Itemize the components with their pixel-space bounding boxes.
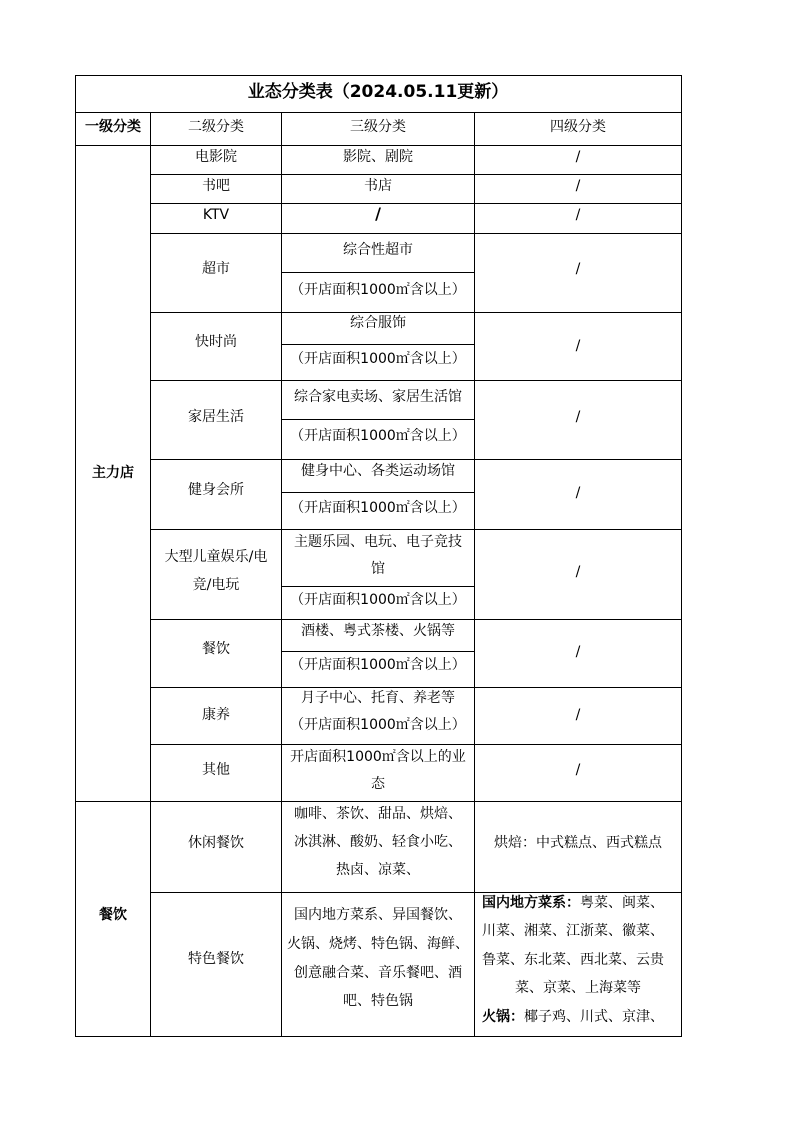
l4-ktv: / xyxy=(575,207,581,223)
l4-other: / xyxy=(575,762,581,778)
l3-note: （开店面积1000㎡含以上） xyxy=(290,657,466,673)
l4-dining: / xyxy=(575,644,581,660)
l4-bookbar: / xyxy=(575,178,581,194)
l2-wellness: 康养 xyxy=(202,707,230,723)
l4-hotpot-text: 椰子鸡、川式、京津、 xyxy=(524,1009,664,1025)
l4-specialty-line2: 川菜、湘菜、江浙菜、徽菜、 xyxy=(482,923,664,939)
header-level3: 三级分类 xyxy=(350,119,406,135)
l2-other: 其他 xyxy=(202,762,230,778)
l3-specialty-line4: 吧、特色锅 xyxy=(343,993,413,1009)
l3-other-line1: 开店面积1000㎡含以上的业 xyxy=(290,749,466,765)
l4-regional-label: 国内地方菜系： xyxy=(482,895,580,911)
l2-homeliving: 家居生活 xyxy=(188,409,244,425)
l3-cinema: 影院、剧院 xyxy=(343,149,413,165)
header-level4: 四级分类 xyxy=(550,119,606,135)
group-label-dining: 餐饮 xyxy=(99,907,127,923)
l4-specialty-line5 xyxy=(482,1008,664,1026)
l3-note: （开店面积1000㎡含以上） xyxy=(290,500,466,516)
l4-wellness: / xyxy=(575,707,581,723)
l3-supermarket: 综合性超市 xyxy=(343,242,413,258)
l4-fastfashion: / xyxy=(575,338,581,354)
l2-casual-dining: 休闲餐饮 xyxy=(188,835,244,851)
l2-kids-line1: 大型儿童娱乐/电 xyxy=(164,549,268,565)
l3-casual-line2: 冰淇淋、酸奶、轻食小吃、 xyxy=(294,834,462,850)
l3-specialty-line3: 创意融合菜、音乐餐吧、酒 xyxy=(294,965,462,981)
l4-kids: / xyxy=(575,564,581,580)
l2-cinema: 电影院 xyxy=(195,149,237,165)
l3-specialty-line1: 国内地方菜系、异国餐饮、 xyxy=(294,907,462,923)
l3-other-line2: 态 xyxy=(371,776,385,792)
l4-fitness: / xyxy=(575,485,581,501)
l3-note: （开店面积1000㎡含以上） xyxy=(290,351,466,367)
page-title: 业态分类表（2024.05.11更新） xyxy=(247,82,509,102)
l3-wellness: 月子中心、托育、养老等 xyxy=(301,690,455,706)
l4-homeliving: / xyxy=(575,409,581,425)
l4-casual: 烘焙：中式糕点、西式糕点 xyxy=(494,835,662,851)
l3-note: （开店面积1000㎡含以上） xyxy=(290,717,466,733)
l4-hotpot-label: 火锅： xyxy=(482,1009,524,1025)
l2-kids-line2: 竞/电玩 xyxy=(192,577,240,593)
l2-dining: 餐饮 xyxy=(202,641,230,657)
l2-ktv: KTV xyxy=(202,207,230,223)
table-row xyxy=(150,529,282,620)
l2-bookbar: 书吧 xyxy=(202,178,230,194)
l3-ktv: / xyxy=(375,204,381,223)
l3-homeliving: 综合家电卖场、家居生活馆 xyxy=(294,389,462,405)
l4-specialty-line1 xyxy=(482,894,664,912)
l3-casual-line1: 咖啡、茶饮、甜品、烘焙、 xyxy=(294,806,462,822)
l4-regional-text: 粤菜、闽菜、 xyxy=(580,895,664,911)
l3-fitness: 健身中心、各类运动场馆 xyxy=(301,463,455,479)
l3-kids-line1: 主题乐园、电玩、电子竞技 xyxy=(294,534,462,550)
header-level2: 二级分类 xyxy=(188,119,244,135)
l3-bookbar: 书店 xyxy=(364,178,392,194)
l3-note: （开店面积1000㎡含以上） xyxy=(290,282,466,298)
l2-specialty-dining: 特色餐饮 xyxy=(188,951,244,967)
l4-specialty-line3: 鲁菜、东北菜、西北菜、云贵 xyxy=(482,952,664,968)
category-table xyxy=(75,75,682,1037)
l2-fastfashion: 快时尚 xyxy=(195,334,237,350)
l3-casual-line3: 热卤、凉菜、 xyxy=(336,862,420,878)
l3-kids-line2: 馆 xyxy=(371,561,385,577)
l4-specialty-line4: 菜、京菜、上海菜等 xyxy=(515,980,641,996)
l3-note: （开店面积1000㎡含以上） xyxy=(290,428,466,444)
l4-cinema: / xyxy=(575,149,581,165)
l2-fitness: 健身会所 xyxy=(188,482,244,498)
header-level1: 一级分类 xyxy=(85,119,141,135)
l3-note: （开店面积1000㎡含以上） xyxy=(290,592,466,608)
l3-fastfashion: 综合服饰 xyxy=(350,315,406,331)
l2-supermarket: 超市 xyxy=(202,261,230,277)
l4-supermarket: / xyxy=(575,261,581,277)
l3-specialty-line2: 火锅、烧烤、特色锅、海鲜、 xyxy=(287,936,469,952)
group-label-anchor: 主力店 xyxy=(92,465,134,481)
l3-dining: 酒楼、粤式茶楼、火锅等 xyxy=(301,623,455,639)
